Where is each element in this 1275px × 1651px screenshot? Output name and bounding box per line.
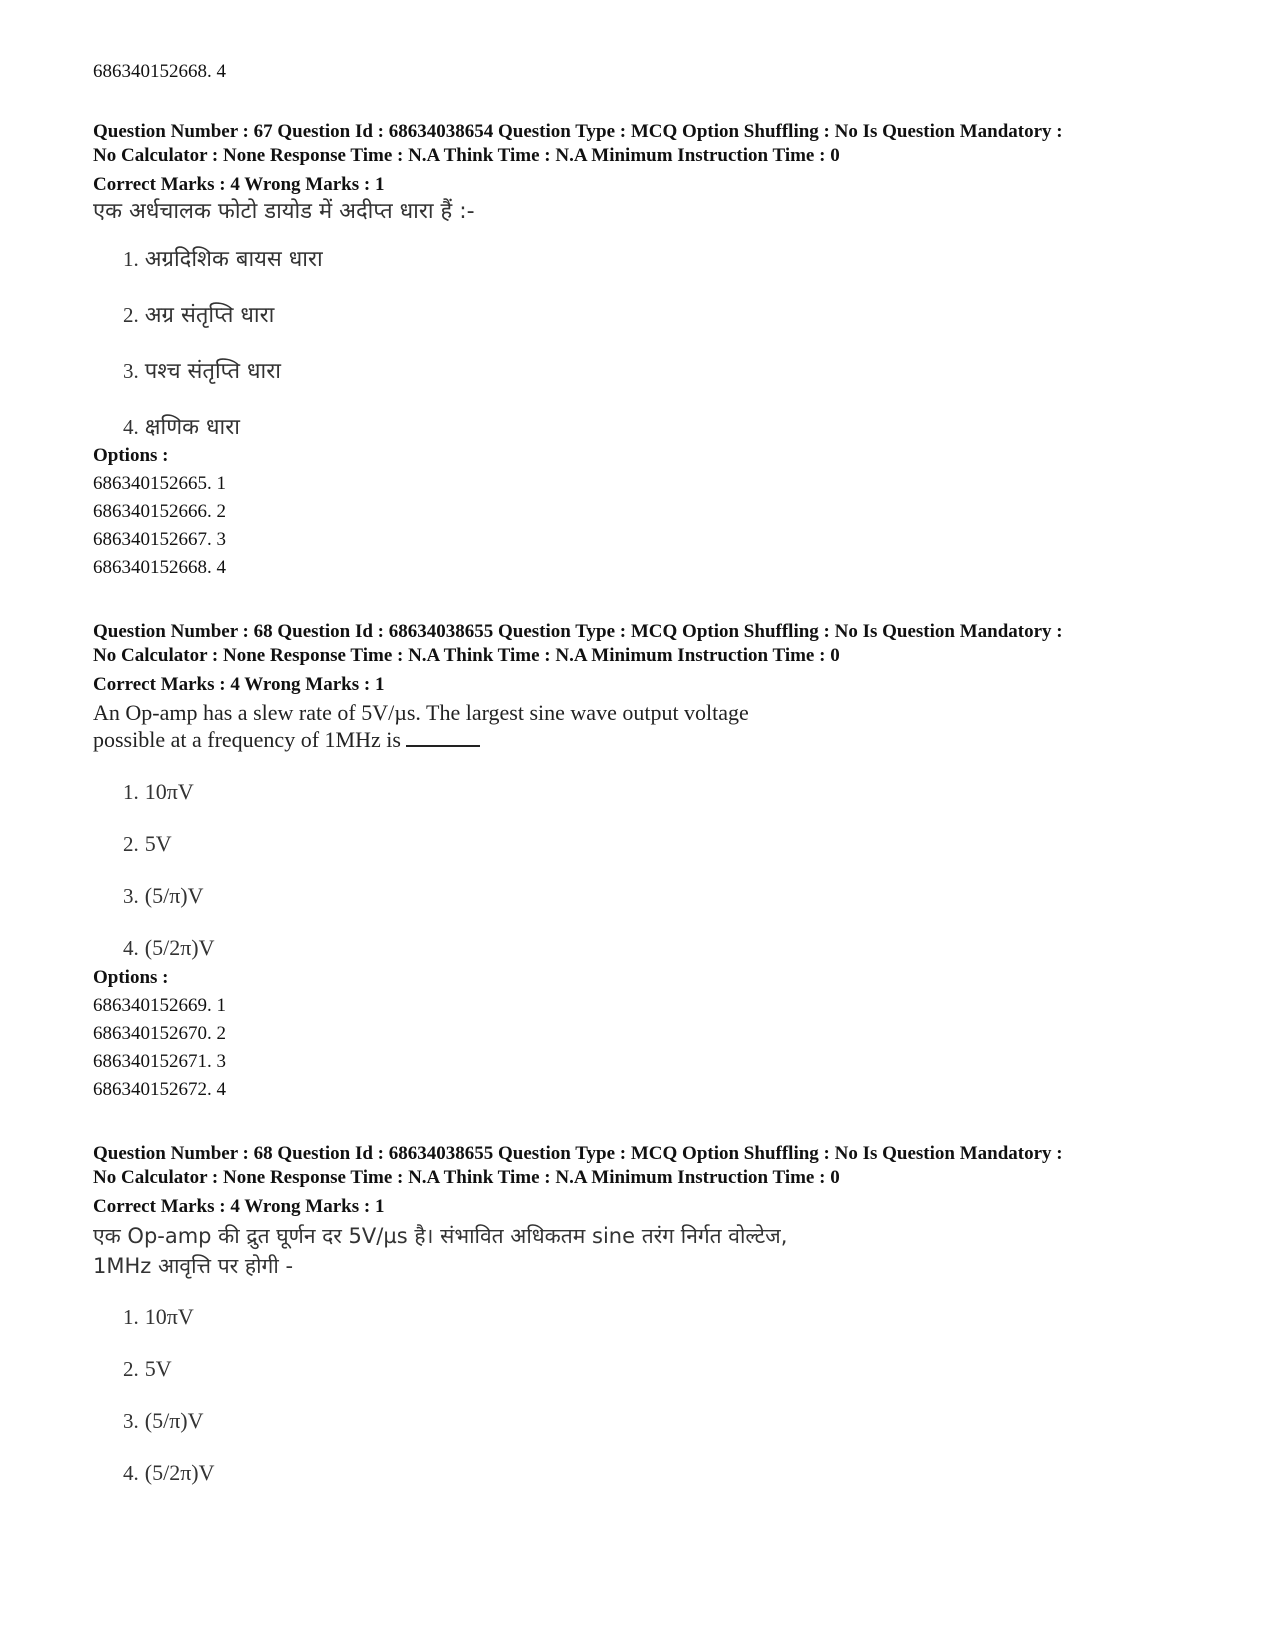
marks-line: Correct Marks : 4 Wrong Marks : 1 xyxy=(93,174,385,195)
choice-number: 2. xyxy=(123,303,139,327)
options-label: Options : xyxy=(93,967,169,988)
choice-number: 2. xyxy=(123,832,139,856)
question-meta-line: No Calculator : None Response Time : N.A Think Time : N.A Minimum Instruction Time : 0 xyxy=(93,145,840,166)
answer-choice xyxy=(123,1459,1203,1489)
choice-number: 1. xyxy=(123,780,139,804)
option-id-line: 686340152671. 3 xyxy=(93,1051,226,1072)
option-id-line: 686340152669. 1 xyxy=(93,995,226,1016)
question-meta-line: Question Number : 67 Question Id : 68634038654 Question Type : MCQ Option Shuffling : No Is Question Mandatory : xyxy=(93,121,1063,142)
previous-option-line: 686340152668. 4 xyxy=(93,61,226,82)
question-block-68-hindi xyxy=(93,1142,1203,1489)
question-text: An Op-amp has a slew rate of 5V/µs. The largest sine wave output voltage xyxy=(93,700,749,725)
option-id-line: 686340152670. 2 xyxy=(93,1023,226,1044)
question-meta-line: Question Number : 68 Question Id : 68634038655 Question Type : MCQ Option Shuffling : No Is Question Mandatory : xyxy=(93,1143,1063,1164)
question-meta-line: No Calculator : None Response Time : N.A Think Time : N.A Minimum Instruction Time : 0 xyxy=(93,1167,840,1188)
answer-choice xyxy=(123,412,1203,442)
question-meta-line: Question Number : 68 Question Id : 68634038655 Question Type : MCQ Option Shuffling : No Is Question Mandatory : xyxy=(93,621,1063,642)
choice-text: (5/2π)V xyxy=(144,935,215,960)
option-id-line: 686340152667. 3 xyxy=(93,529,226,550)
choice-text: (5/π)V xyxy=(144,883,204,908)
question-text: एक Op-amp की द्रुत घूर्णन दर 5V/µs है। संभावित अधिकतम sine तरंग निर्गत वोल्टेज, xyxy=(93,1224,788,1248)
question-text: 1MHz आवृत्ति पर होगी - xyxy=(93,1254,294,1278)
answer-choice xyxy=(123,1407,1203,1459)
options-label: Options : xyxy=(93,445,169,466)
answer-choices xyxy=(93,244,1203,442)
marks-line: Correct Marks : 4 Wrong Marks : 1 xyxy=(93,1196,385,1217)
answer-choices xyxy=(93,778,1203,964)
question-meta-line: No Calculator : None Response Time : N.A Think Time : N.A Minimum Instruction Time : 0 xyxy=(93,645,840,666)
answer-choice xyxy=(123,356,1203,412)
choice-number: 1. xyxy=(123,1305,139,1329)
answer-blank xyxy=(406,727,480,747)
choice-text: 5V xyxy=(144,1356,172,1381)
choice-number: 3. xyxy=(123,1409,139,1433)
answer-choice xyxy=(123,1355,1203,1407)
answer-choice xyxy=(123,934,1203,964)
question-text: एक अर्धचालक फोटो डायोड में अदीप्त धारा हैं :- xyxy=(93,199,475,224)
choice-text: क्षणिक धारा xyxy=(144,415,240,440)
question-text-line-2 xyxy=(93,726,1203,753)
answer-choice xyxy=(123,778,1203,830)
answer-choice xyxy=(123,1303,1203,1355)
choice-text: 10πV xyxy=(144,779,194,804)
choice-text: अग्रदिशिक बायस धारा xyxy=(144,247,323,272)
choice-number: 3. xyxy=(123,359,139,383)
choice-number: 3. xyxy=(123,884,139,908)
answer-choices xyxy=(93,1303,1203,1489)
choice-text: 5V xyxy=(144,831,172,856)
choice-text: पश्च संतृप्ति धारा xyxy=(144,359,281,384)
choice-number: 4. xyxy=(123,415,139,439)
question-text: possible at a frequency of 1MHz is xyxy=(93,727,401,752)
answer-choice xyxy=(123,300,1203,356)
choice-text: (5/2π)V xyxy=(144,1460,215,1485)
option-id-line: 686340152665. 1 xyxy=(93,473,226,494)
answer-choice xyxy=(123,882,1203,934)
option-id-line: 686340152666. 2 xyxy=(93,501,226,522)
option-id-line: 686340152672. 4 xyxy=(93,1079,226,1100)
choice-number: 4. xyxy=(123,936,139,960)
choice-text: (5/π)V xyxy=(144,1408,204,1433)
choice-number: 1. xyxy=(123,247,139,271)
question-block-68 xyxy=(93,620,1203,1104)
choice-text: अग्र संतृप्ति धारा xyxy=(144,303,275,328)
document-page xyxy=(93,58,1203,1489)
choice-number: 2. xyxy=(123,1357,139,1381)
question-block-67 xyxy=(93,120,1203,582)
answer-choice xyxy=(123,830,1203,882)
choice-number: 4. xyxy=(123,1461,139,1485)
answer-choice xyxy=(123,244,1203,300)
marks-line: Correct Marks : 4 Wrong Marks : 1 xyxy=(93,674,385,695)
choice-text: 10πV xyxy=(144,1304,194,1329)
option-id-line: 686340152668. 4 xyxy=(93,557,226,578)
